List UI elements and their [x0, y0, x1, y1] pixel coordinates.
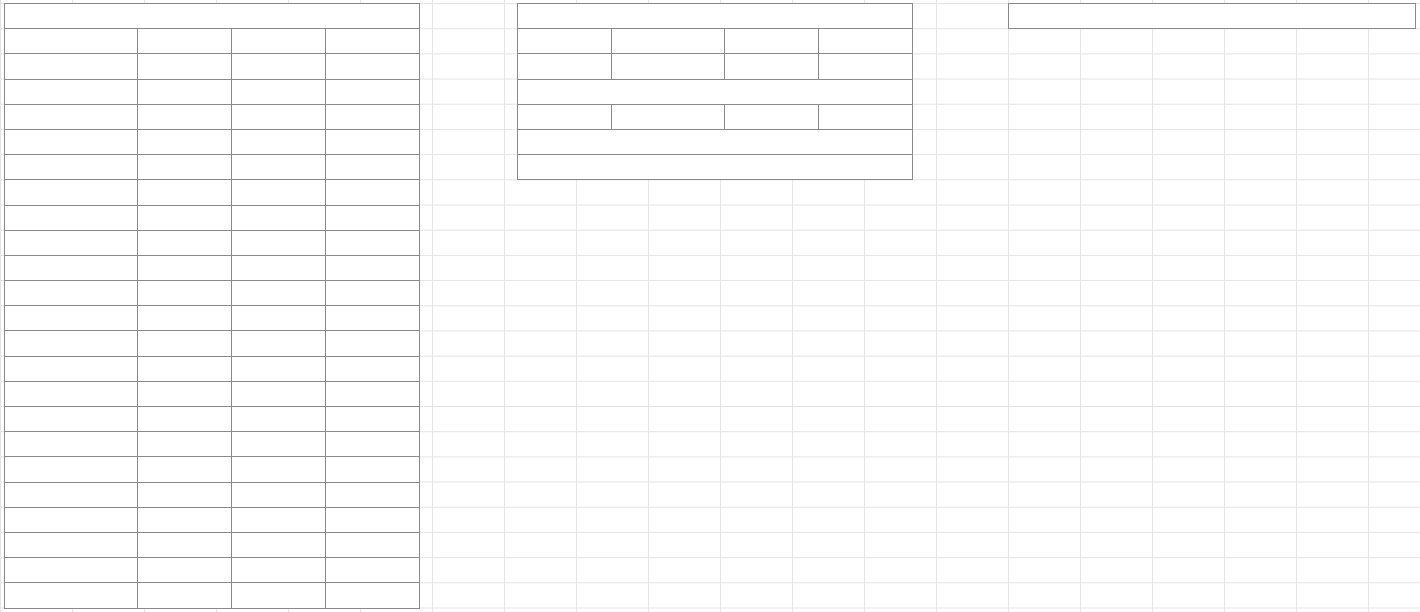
sale-type-cell	[326, 104, 420, 129]
price-cell	[232, 457, 326, 482]
table-row	[5, 306, 420, 331]
sale-type-cell	[326, 255, 420, 280]
sale-type-cell	[326, 306, 420, 331]
table-row	[5, 281, 420, 306]
table-row	[5, 129, 420, 154]
contact-info	[518, 129, 913, 154]
sale-type-cell	[326, 331, 420, 356]
quantity-cell	[138, 331, 232, 356]
table-row	[5, 432, 420, 457]
quantity-cell	[138, 532, 232, 557]
table-row	[5, 507, 420, 532]
table-row	[5, 155, 420, 180]
account-title	[518, 4, 913, 29]
table-row	[5, 356, 420, 381]
task-material-header-cell	[232, 29, 326, 54]
table-row	[5, 331, 420, 356]
item-name-cell	[5, 507, 138, 532]
price-cell	[232, 507, 326, 532]
table-row	[5, 54, 420, 79]
jewelry-header-cell	[518, 104, 612, 129]
item-name-cell	[5, 558, 138, 583]
task-material-table	[4, 3, 420, 609]
item-name-cell	[5, 230, 138, 255]
middle-panel	[517, 3, 913, 180]
item-name-cell	[5, 356, 138, 381]
sale-type-cell	[326, 129, 420, 154]
item-name-cell	[5, 306, 138, 331]
account-header-cell	[518, 29, 612, 54]
sale-type-cell	[326, 432, 420, 457]
sale-type-cell	[326, 205, 420, 230]
quantity-cell	[138, 356, 232, 381]
material-title	[518, 155, 913, 180]
sale-type-cell	[326, 180, 420, 205]
table-row	[5, 180, 420, 205]
price-cell	[232, 230, 326, 255]
quantity-cell	[138, 482, 232, 507]
quantity-cell	[138, 432, 232, 457]
item-name-cell	[5, 432, 138, 457]
account-name-cell	[518, 54, 612, 79]
sale-type-cell	[326, 54, 420, 79]
quantity-cell	[138, 255, 232, 280]
sale-type-cell	[326, 558, 420, 583]
jewelry-header-cell	[819, 104, 913, 129]
sale-type-cell	[326, 281, 420, 306]
sale-type-cell	[326, 230, 420, 255]
item-name-cell	[5, 331, 138, 356]
quantity-cell	[138, 79, 232, 104]
buy-table	[1008, 3, 1416, 29]
price-cell	[232, 281, 326, 306]
price-cell	[232, 583, 326, 608]
sale-type-cell	[326, 507, 420, 532]
sale-type-cell	[326, 356, 420, 381]
table-row	[5, 558, 420, 583]
sale-type-cell	[326, 155, 420, 180]
item-name-cell	[5, 255, 138, 280]
item-name-cell	[5, 180, 138, 205]
account-header-cell	[725, 29, 819, 54]
quantity-cell	[138, 583, 232, 608]
item-name-cell	[5, 407, 138, 432]
sale-type-cell	[326, 79, 420, 104]
buy-panel	[1008, 3, 1416, 29]
middle-table	[517, 3, 913, 180]
sale-type-cell	[326, 381, 420, 406]
task-material-header-cell	[5, 29, 138, 54]
sale-type-cell	[326, 482, 420, 507]
quantity-cell	[138, 205, 232, 230]
table-row	[5, 482, 420, 507]
item-name-cell	[5, 457, 138, 482]
table-row	[5, 407, 420, 432]
table-row	[5, 381, 420, 406]
quantity-cell	[138, 54, 232, 79]
price-cell	[232, 381, 326, 406]
item-name-cell	[5, 532, 138, 557]
price-cell	[232, 558, 326, 583]
item-name-cell	[5, 155, 138, 180]
quantity-cell	[138, 104, 232, 129]
item-name-cell	[5, 482, 138, 507]
price-cell	[232, 205, 326, 230]
sale-type-cell	[326, 532, 420, 557]
table-row	[5, 255, 420, 280]
price-cell	[232, 54, 326, 79]
sale-type-cell	[819, 54, 913, 79]
price-cell	[725, 54, 819, 79]
quantity-cell	[138, 507, 232, 532]
account-intro-cell	[612, 54, 725, 79]
table-row	[5, 583, 420, 608]
quantity-cell	[138, 306, 232, 331]
price-cell	[232, 104, 326, 129]
task-material-title	[5, 4, 420, 29]
table-row	[5, 457, 420, 482]
item-name-cell	[5, 281, 138, 306]
price-cell	[232, 331, 326, 356]
quantity-cell	[138, 558, 232, 583]
task-material-header-cell	[138, 29, 232, 54]
price-cell	[232, 155, 326, 180]
quantity-cell	[138, 129, 232, 154]
price-cell	[232, 432, 326, 457]
price-cell	[232, 255, 326, 280]
table-row	[5, 79, 420, 104]
item-name-cell	[5, 79, 138, 104]
quantity-cell	[138, 407, 232, 432]
task-material-header-cell	[326, 29, 420, 54]
jewelry-header-cell	[612, 104, 725, 129]
item-name-cell	[5, 583, 138, 608]
jewelry-header-cell	[725, 104, 819, 129]
price-cell	[232, 532, 326, 557]
price-cell	[232, 356, 326, 381]
item-name-cell	[5, 381, 138, 406]
sale-type-cell	[326, 457, 420, 482]
jewelry-title	[518, 79, 913, 104]
item-name-cell	[5, 205, 138, 230]
quantity-cell	[138, 381, 232, 406]
item-name-cell	[5, 129, 138, 154]
quantity-cell	[138, 155, 232, 180]
table-row	[5, 230, 420, 255]
price-cell	[232, 180, 326, 205]
price-cell	[232, 306, 326, 331]
price-cell	[232, 407, 326, 432]
buy-title	[1009, 4, 1416, 29]
account-header-cell	[612, 29, 725, 54]
sale-type-cell	[326, 583, 420, 608]
task-material-panel	[4, 3, 420, 609]
quantity-cell	[138, 180, 232, 205]
price-cell	[232, 482, 326, 507]
quantity-cell	[138, 281, 232, 306]
item-name-cell	[5, 104, 138, 129]
table-row	[5, 104, 420, 129]
sale-type-cell	[326, 407, 420, 432]
quantity-cell	[138, 457, 232, 482]
price-cell	[232, 129, 326, 154]
price-cell	[232, 79, 326, 104]
item-name-cell	[5, 54, 138, 79]
quantity-cell	[138, 230, 232, 255]
account-header-cell	[819, 29, 913, 54]
table-row	[5, 532, 420, 557]
table-row	[5, 205, 420, 230]
